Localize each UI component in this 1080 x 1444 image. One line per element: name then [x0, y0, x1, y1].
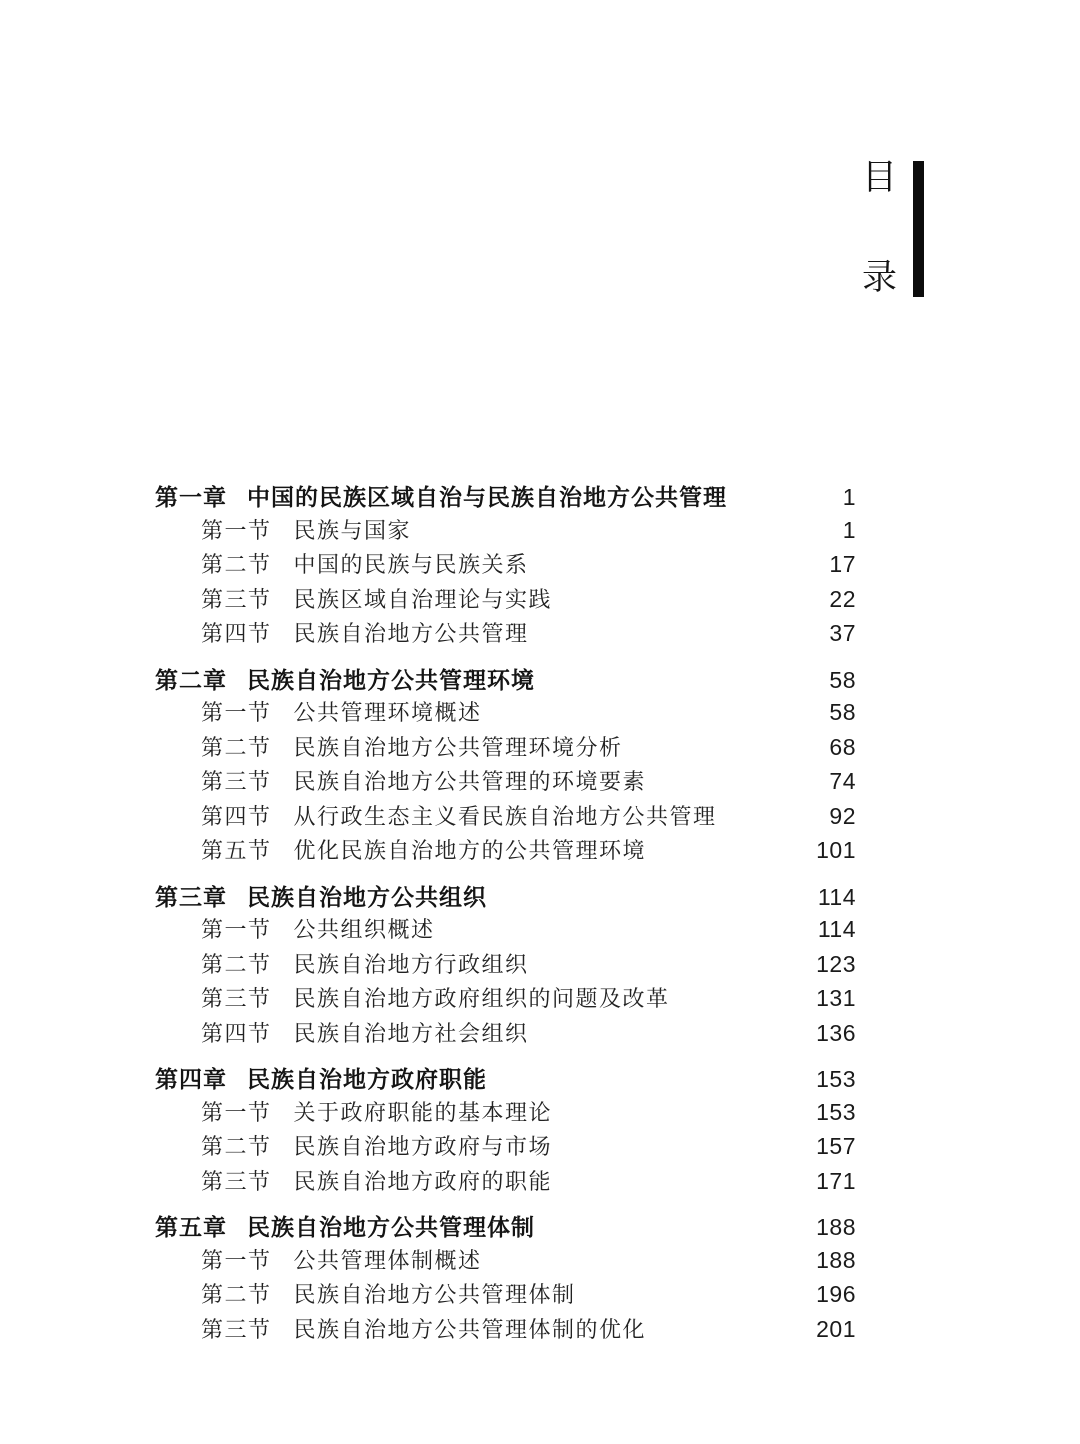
page-number: 37 — [829, 620, 856, 646]
section-title: 中国的民族与民族关系 — [293, 553, 529, 578]
page-number: 17 — [829, 551, 856, 577]
page-number: 74 — [829, 768, 856, 794]
chapter-title: 民族自治地方公共管理环境 — [247, 666, 535, 693]
section-label: 第四节 — [201, 1021, 272, 1047]
section-title: 民族自治地方公共管理体制 — [293, 1283, 576, 1308]
toc-chapter-block — [155, 1209, 856, 1347]
page-number: 123 — [816, 950, 856, 977]
section-label: 第三节 — [201, 987, 272, 1012]
toc-section-row — [155, 583, 856, 618]
section-title: 民族自治地方政府的职能 — [293, 1169, 553, 1195]
toc-section-row — [155, 617, 856, 652]
toc-section-row — [155, 548, 856, 583]
section-title: 民族区域自治理论与实践 — [293, 587, 553, 613]
section-label: 第一节 — [201, 1100, 272, 1126]
chapter-title: 民族自治地方公共组织 — [247, 883, 487, 910]
toc-section-row — [155, 731, 856, 766]
page-number: 114 — [817, 883, 856, 910]
page-number: 188 — [816, 1246, 856, 1273]
toc-section-row — [155, 1278, 856, 1313]
toc-section-row — [155, 982, 856, 1017]
toc-chapter-block — [155, 662, 856, 869]
section-label: 第一节 — [201, 518, 272, 544]
page-number: 157 — [816, 1133, 856, 1159]
toc-title-char-bottom: 录 — [861, 258, 897, 298]
page-number: 196 — [816, 1281, 856, 1307]
toc-title — [861, 158, 897, 298]
section-title: 民族自治地方政府组织的问题及改革 — [293, 987, 670, 1012]
section-label: 第一节 — [201, 701, 272, 726]
section-title: 民族自治地方政府与市场 — [293, 1135, 553, 1160]
page-number: 1 — [842, 484, 856, 510]
toc-section-row — [155, 1244, 856, 1279]
toc-chapter-block — [155, 479, 856, 652]
page-number: 101 — [816, 837, 856, 863]
chapter-label: 第五章 — [155, 1214, 227, 1240]
page-number: 131 — [816, 985, 856, 1011]
toc-chapter-row — [155, 662, 856, 697]
toc-section-row — [155, 834, 856, 869]
section-title: 民族自治地方公共管理 — [293, 622, 529, 647]
title-divider-bar — [913, 161, 924, 297]
chapter-title: 民族自治地方政府职能 — [247, 1066, 487, 1092]
toc-section-row — [155, 948, 856, 983]
page-number: 92 — [829, 802, 856, 829]
toc-title-block — [861, 158, 924, 298]
section-label: 第四节 — [201, 804, 272, 830]
section-label: 第五节 — [201, 839, 272, 864]
section-label: 第三节 — [201, 1317, 272, 1343]
page-number: 58 — [829, 666, 856, 693]
section-title: 民族与国家 — [293, 518, 412, 544]
chapter-label: 第二章 — [155, 666, 227, 693]
chapter-title: 中国的民族区域自治与民族自治地方公共管理 — [247, 484, 727, 510]
toc-section-row — [155, 1017, 856, 1052]
section-title: 公共组织概述 — [293, 918, 435, 943]
section-title: 民族自治地方社会组织 — [293, 1021, 529, 1047]
toc-chapter-row — [155, 879, 856, 914]
toc-section-row — [155, 1313, 856, 1348]
toc-section-row — [155, 765, 856, 800]
section-title: 民族自治地方公共管理体制的优化 — [293, 1317, 647, 1343]
section-label: 第二节 — [201, 952, 272, 978]
section-label: 第三节 — [201, 1169, 272, 1195]
toc-section-row — [155, 696, 856, 731]
section-title: 民族自治地方公共管理环境分析 — [293, 735, 623, 761]
section-title: 关于政府职能的基本理论 — [293, 1100, 553, 1126]
page-number: 201 — [816, 1315, 856, 1342]
toc-chapter-row — [155, 1061, 856, 1096]
toc-section-row — [155, 913, 856, 948]
chapter-label: 第三章 — [155, 883, 227, 910]
page-number: 153 — [816, 1066, 856, 1092]
toc-section-row — [155, 800, 856, 835]
section-label: 第二节 — [201, 1135, 272, 1160]
section-label: 第三节 — [201, 770, 272, 795]
toc-chapter-row — [155, 479, 856, 514]
toc-section-row — [155, 1130, 856, 1165]
section-label: 第二节 — [201, 735, 272, 761]
table-of-contents — [155, 479, 856, 1347]
toc-chapter-row — [155, 1209, 856, 1244]
page-number: 136 — [816, 1019, 856, 1046]
toc-section-row — [155, 514, 856, 549]
section-title: 公共管理环境概述 — [293, 701, 482, 726]
page-number: 188 — [816, 1214, 856, 1240]
chapter-label: 第四章 — [155, 1066, 227, 1092]
section-title: 民族自治地方行政组织 — [293, 952, 529, 978]
page-number: 114 — [817, 916, 856, 942]
section-label: 第一节 — [201, 918, 272, 943]
section-label: 第二节 — [201, 553, 272, 578]
section-title: 优化民族自治地方的公共管理环境 — [293, 839, 647, 864]
chapter-label: 第一章 — [155, 484, 227, 510]
page-number: 171 — [816, 1167, 856, 1194]
toc-title-char-top: 目 — [861, 158, 897, 198]
section-label: 第一节 — [201, 1248, 272, 1274]
section-title: 公共管理体制概述 — [293, 1248, 482, 1274]
page-number: 153 — [816, 1098, 856, 1125]
section-title: 民族自治地方公共管理的环境要素 — [293, 770, 647, 795]
toc-section-row — [155, 1165, 856, 1200]
section-label: 第二节 — [201, 1283, 272, 1308]
page-number: 22 — [829, 585, 856, 612]
section-title: 从行政生态主义看民族自治地方公共管理 — [293, 804, 717, 830]
section-label: 第三节 — [201, 587, 272, 613]
page-number: 58 — [829, 699, 856, 725]
section-label: 第四节 — [201, 622, 272, 647]
chapter-title: 民族自治地方公共管理体制 — [247, 1214, 535, 1240]
toc-section-row — [155, 1096, 856, 1131]
page-number: 1 — [842, 516, 856, 543]
toc-chapter-block — [155, 879, 856, 1052]
page-number: 68 — [829, 733, 856, 760]
toc-chapter-block — [155, 1061, 856, 1199]
